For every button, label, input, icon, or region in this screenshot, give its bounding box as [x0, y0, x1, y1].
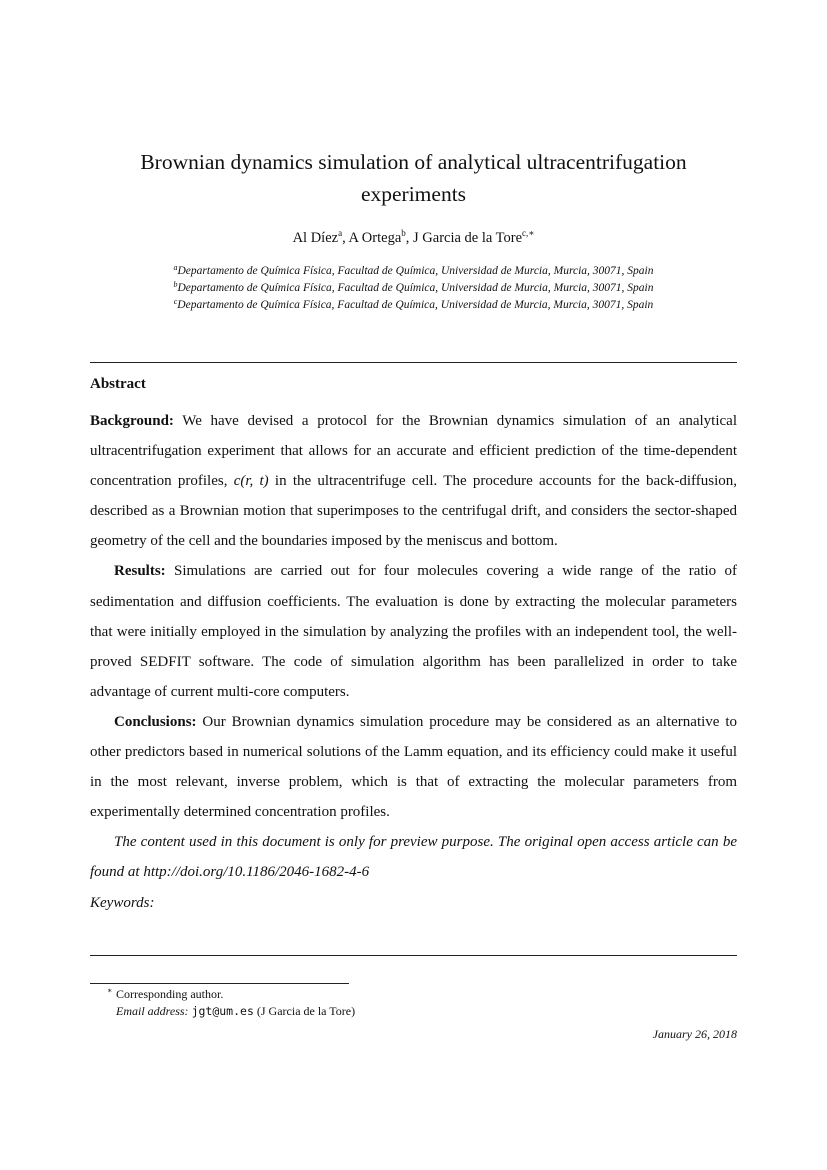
affiliation-mark: c: [173, 297, 178, 306]
affiliation-text: Departamento de Química Física, Facultad de Química, Universidad de Murcia, Murcia, 30071, Spain: [177, 299, 654, 311]
conclusions-label: Conclusions:: [114, 713, 197, 730]
affiliation: [90, 280, 737, 297]
background-text: in the ultracentrifuge cell. The procedure accounts for the back-diffusion, described as a Brownian motion that superimposes to the centrifugal drift, and considers the sector-shaped geometry of the cell and the boundaries imposed by the meniscus and bottom.: [90, 473, 738, 550]
email-label: Email address:: [116, 1004, 189, 1018]
footnote-email: [90, 1003, 355, 1020]
author-list: Al Díez$^a$, A Ortega$^b$, J Garcia de la Tore$^{c,∗}$: [292, 228, 535, 246]
email-owner: (J Garcia de la Tore): [256, 1004, 356, 1018]
footnote-mark: ∗: [107, 986, 113, 995]
results-label: Results:: [114, 563, 166, 580]
affiliation-list: [90, 263, 737, 314]
results-text: Simulations are carried out for four molecules covering a wide range of the ratio of sedimentation and diffusion coefficients. The evaluation is done by extracting the molecular parameters that were initially employed in the simulation by analyzing the profiles with an independent tool, the well-proved SEDFIT software. The code of simulation algorithm has been parallelized in order to take advantage of current multi-core computers.: [90, 563, 737, 700]
abstract-conclusions: [90, 707, 737, 827]
author-affil-mark: a: [338, 228, 343, 238]
background-text: We have devised a protocol for the Brownian dynamics simulation of an analytical ultracentrifugation experiment that allows for an accurate and efficient prediction of the time-dependent concentration profiles,: [90, 413, 737, 490]
math-expression: c(r, t): [233, 473, 269, 490]
affiliation: [90, 263, 737, 280]
corresponding-text: Corresponding author.: [116, 987, 224, 1001]
affiliation-text: Departamento de Química Física, Facultad de Química, Universidad de Murcia, Murcia, 30071, Spain: [177, 265, 654, 277]
author-affil-mark: c,∗: [522, 228, 535, 238]
abstract-background: [90, 406, 737, 556]
affiliation-mark: b: [173, 280, 178, 289]
abstract-bottom-rule: [90, 955, 737, 956]
author-name: J Garcia de la Tore: [413, 230, 523, 246]
abstract-heading: Abstract: [90, 376, 146, 392]
abstract-body: [90, 406, 737, 918]
footnote-rule: [90, 983, 349, 984]
preview-notice: The content used in this document is only for preview purpose. The original open access article can be found at http://doi.org/10.1186/2046-1682-4-6: [90, 834, 737, 881]
email-address[interactable]: jgt@um.es: [191, 1004, 254, 1018]
footnote-corresponding: [90, 986, 355, 1003]
affiliation-text: Departamento de Química Física, Facultad de Química, Universidad de Murcia, Murcia, 30071, Spain: [177, 282, 654, 294]
keywords-label: Keywords:: [90, 894, 155, 911]
preprint-date: January 26, 2018: [652, 1027, 737, 1041]
affiliation: [90, 297, 737, 314]
author-name: Al Díez: [292, 230, 339, 246]
background-label: Background:: [90, 413, 174, 429]
abstract-top-rule: [90, 362, 737, 363]
footnote: [90, 986, 355, 1020]
author-name: A Ortega: [348, 230, 402, 246]
author-affil-mark: b: [401, 228, 406, 238]
affiliation-mark: a: [173, 263, 178, 272]
conclusions-text: Our Brownian dynamics simulation procedure may be considered as an alternative to other predictors based in numerical solutions of the Lamm equation, and its efficiency could make it useful in the most relevant, inverse problem, which is that of extracting the molecular parameters from experimentally determined concentration profiles.: [90, 713, 737, 821]
abstract-results: [90, 556, 737, 706]
paper-title: Brownian dynamics simulation of analytical ultracentrifugation experiments: [140, 150, 687, 206]
